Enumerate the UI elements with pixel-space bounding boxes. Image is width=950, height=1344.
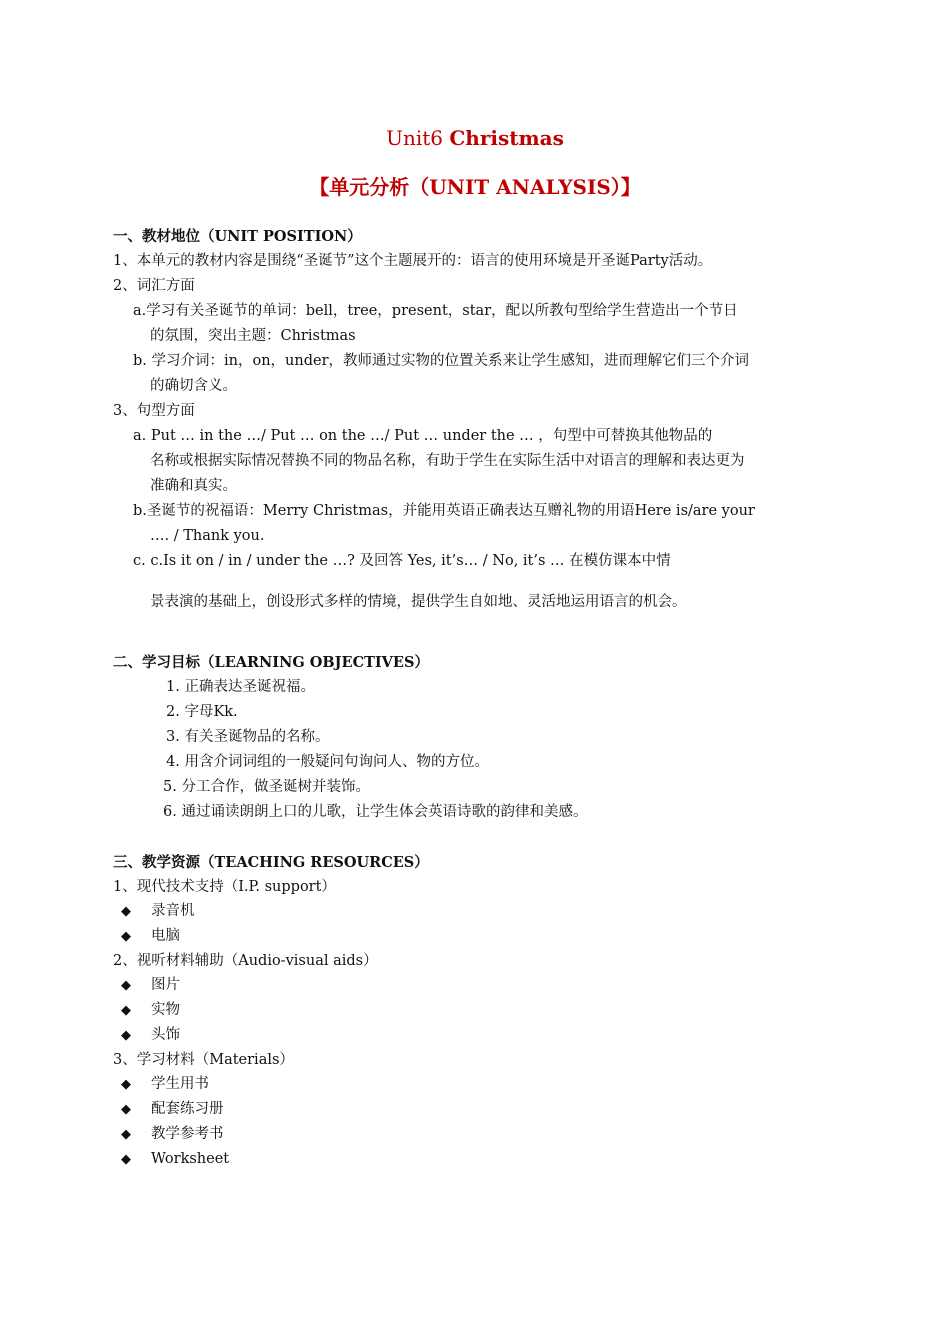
section1-item-3a-line2: 名称或根据实际情况替换不同的物品名称，有助于学生在实际生活中对语言的理解和表达更为 xyxy=(150,453,745,469)
list-item: ◆ 教学参考书 xyxy=(121,1122,224,1147)
section1-item-2b-line1: b. 学习介词：in，on，under，教师通过实物的位置关系来让学生感知，进而理解它们三个介词 xyxy=(133,353,750,369)
diamond-bullet-icon: ◆ xyxy=(121,1003,131,1018)
section1-paragraph-3: 3、句型方面 xyxy=(113,403,195,419)
diamond-bullet-icon: ◆ xyxy=(121,1127,131,1142)
section1-item-2b-line2: 的确切含义。 xyxy=(150,378,237,394)
diamond-bullet-icon: ◆ xyxy=(121,1152,131,1167)
list-item: ◆ 实物 xyxy=(121,998,180,1023)
section1-paragraph-1: 1、本单元的教材内容是围绕“圣诞节”这个主题展开的：语言的使用环境是开圣诞Party活动。 xyxy=(113,253,713,269)
resource-group-label: 1、现代技术支持（I.P. support） xyxy=(113,879,336,895)
resource-group-label: 2、视听材料辅助（Audio-visual aids） xyxy=(113,953,378,969)
section1-item-3c-line1: c. c.Is it on / in / under the …? 及回答 Yes, it’s… / No, it’s … 在模仿课本中情 xyxy=(133,553,671,569)
document-title xyxy=(0,124,950,152)
section1-heading: 一、教材地位（UNIT POSITION） xyxy=(113,228,362,245)
list-item: ◆ 配套练习册 xyxy=(121,1097,224,1122)
list-item: ◆ 头饰 xyxy=(121,1023,180,1048)
title-unit: Unit6 xyxy=(386,126,450,150)
section2-heading: 二、学习目标（LEARNING OBJECTIVES） xyxy=(113,654,429,671)
list-item: ◆ 学生用书 xyxy=(121,1072,209,1097)
section1-item-3c-line2: 景表演的基础上，创设形式多样的情境，提供学生自如地、灵活地运用语言的机会。 xyxy=(150,594,687,610)
diamond-bullet-icon: ◆ xyxy=(121,929,131,944)
diamond-bullet-icon: ◆ xyxy=(121,1077,131,1092)
section1-item-2a-line2: 的氛围，突出主题：Christmas xyxy=(150,328,356,344)
section1-item-3a-line3: 准确和真实。 xyxy=(150,478,237,494)
objective-item: 2. 字母Kk. xyxy=(166,704,238,720)
section1-item-3b-line2: …. / Thank you. xyxy=(150,528,265,544)
title-topic: Christmas xyxy=(449,126,564,150)
list-item: ◆ 图片 xyxy=(121,973,180,998)
section1-item-3b-line1: b.圣诞节的祝福语：Merry Christmas，并能用英语正确表达互赠礼物的用语Here is/are your xyxy=(133,503,755,519)
section1-paragraph-2: 2、词汇方面 xyxy=(113,278,195,294)
section3-heading: 三、教学资源（TEACHING RESOURCES） xyxy=(113,854,429,871)
list-item: ◆ Worksheet xyxy=(121,1147,229,1172)
objective-item: 4. 用含介词词组的一般疑问句询问人、物的方位。 xyxy=(166,754,489,770)
objective-item: 6. 通过诵读朗朗上口的儿歌，让学生体会英语诗歌的韵律和美感。 xyxy=(163,804,588,820)
objective-item: 1. 正确表达圣诞祝福。 xyxy=(166,679,315,695)
objective-item: 3. 有关圣诞物品的名称。 xyxy=(166,729,330,745)
document-subtitle: 【单元分析（UNIT ANALYSIS）】 xyxy=(309,175,641,199)
list-item: ◆ 录音机 xyxy=(121,899,195,924)
section1-item-2a-line1: a.学习有关圣诞节的单词：bell，tree，present，star，配以所教句型给学生营造出一个节日 xyxy=(133,303,738,319)
list-item: ◆ 电脑 xyxy=(121,924,180,949)
diamond-bullet-icon: ◆ xyxy=(121,978,131,993)
objective-item: 5. 分工合作，做圣诞树并装饰。 xyxy=(163,779,370,795)
diamond-bullet-icon: ◆ xyxy=(121,1102,131,1117)
section1-item-3a-line1: a. Put … in the …/ Put … on the …/ Put … under the … ，句型中可替换其他物品的 xyxy=(133,428,713,444)
resource-group-label: 3、学习材料（Materials） xyxy=(113,1052,294,1068)
diamond-bullet-icon: ◆ xyxy=(121,904,131,919)
diamond-bullet-icon: ◆ xyxy=(121,1028,131,1043)
